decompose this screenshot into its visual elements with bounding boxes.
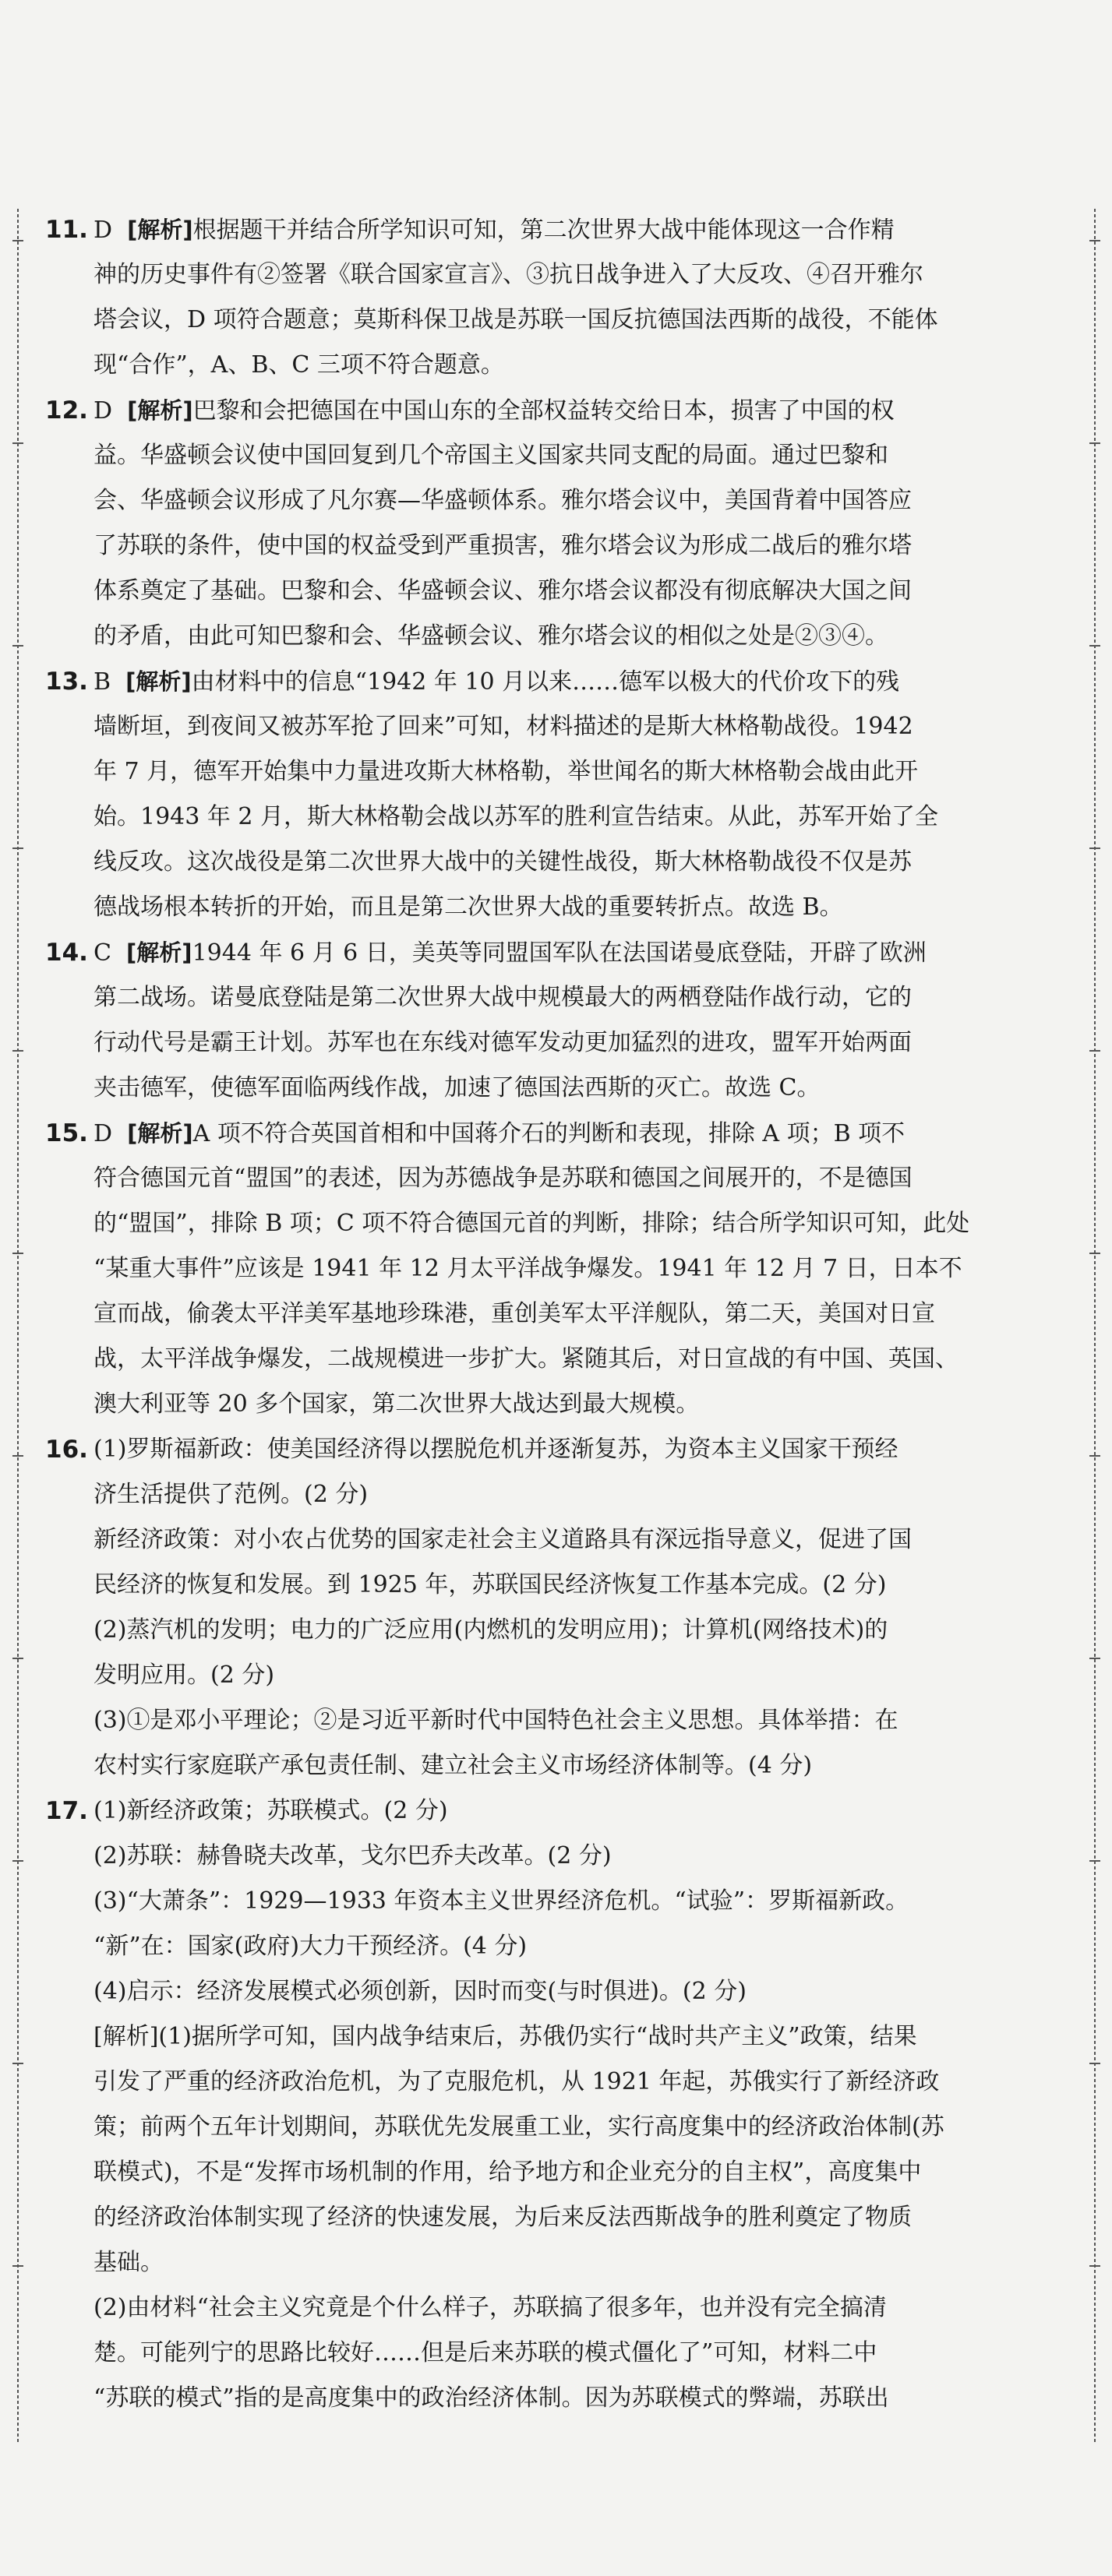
text-line: 联模式)，不是“发挥市场机制的作用，给予地方和企业充分的自主权”，高度集中 bbox=[94, 2158, 922, 2186]
text-line: (2)由材料“社会主义究竟是个什么样子，苏联搞了很多年，也并没有完全搞清 bbox=[94, 2294, 887, 2321]
text-line: 基础。 bbox=[94, 2249, 164, 2276]
text-line: 第二战场。诺曼底登陆是第二次世界大战中规模最大的两栖登陆作战行动，它的 bbox=[94, 984, 912, 1011]
text-line: (2)蒸汽机的发明；电力的广泛应用(内燃机的发明应用)；计算机(网络技术)的 bbox=[94, 1616, 888, 1644]
text-line: “某重大事件”应该是 1941 年 12 月太平洋战争爆发。1941 年 12 月 7 日，日本不 bbox=[94, 1255, 962, 1282]
text-line: 巴黎和会把德国在中国山东的全部权益转交给日本，损害了中国的权 bbox=[192, 397, 895, 425]
answer-line bbox=[94, 659, 1075, 704]
answer-item-13 bbox=[45, 659, 1075, 930]
text-line: 益。华盛顿会议使中国回复到几个帝国主义国家共同支配的局面。通过巴黎和 bbox=[94, 442, 888, 469]
text-line: 策；前两个五年计划期间，苏联优先发展重工业，实行高度集中的经济政治体制(苏 bbox=[94, 2113, 944, 2141]
question-number: 12. bbox=[45, 396, 88, 425]
answer-line bbox=[94, 930, 1075, 975]
text-line: 塔会议，D 项符合题意；莫斯科保卫战是苏联一国反抗德国法西斯的战役，不能体 bbox=[94, 306, 938, 333]
answer-list bbox=[45, 207, 1075, 2421]
text-line: (4)启示：经济发展模式必须创新，因时而变(与时俱进)。(2 分) bbox=[94, 1978, 747, 2005]
answer-item-15 bbox=[45, 1111, 1075, 1427]
answer-line bbox=[94, 207, 1075, 252]
text-line: (2)苏联：赫鲁晓夫改革，戈尔巴乔夫改革。(2 分) bbox=[94, 1842, 612, 1869]
text-line: 楚。可能列宁的思路比较好……但是后来苏联的模式僵化了”可知，材料二中 bbox=[94, 2339, 877, 2366]
text-line: (1)新经济政策；苏联模式。(2 分) bbox=[94, 1797, 448, 1824]
text-line: 符合德国元首“盟国”的表述，因为苏德战争是苏联和德国之间展开的，不是德国 bbox=[94, 1165, 913, 1192]
answer-choice: B bbox=[94, 668, 111, 696]
text-line: 的经济政治体制实现了经济的快速发展，为后来反法西斯战争的胜利奠定了物质 bbox=[94, 2204, 912, 2231]
text-line: (1)罗斯福新政：使美国经济得以摆脱危机并逐渐复苏，为资本主义国家干预经 bbox=[94, 1436, 898, 1463]
answer-line bbox=[94, 388, 1075, 433]
question-number: 15. bbox=[45, 1119, 88, 1147]
analysis-tag: [解析] bbox=[126, 939, 192, 966]
text-line: (3)“大萧条”：1929—1933 年资本主义世界经济危机。“试验”：罗斯福新政。 bbox=[94, 1887, 909, 1915]
text-line: 根据题干并结合所学知识可知，第二次世界大战中能体现这一合作精 bbox=[192, 217, 895, 244]
text-line: 农村实行家庭联产承包责任制、建立社会主义市场经济体制等。(4 分) bbox=[94, 1752, 813, 1779]
question-number: 16. bbox=[45, 1436, 88, 1464]
answer-item-12 bbox=[45, 388, 1075, 659]
text-line: 行动代号是霸王计划。苏军也在东线对德军发动更加猛烈的进攻，盟军开始两面 bbox=[94, 1029, 912, 1056]
text-line: A 项不符合英国首相和中国蒋介石的判断和表现，排除 A 项；B 项不 bbox=[192, 1120, 905, 1147]
question-number: 17. bbox=[45, 1797, 88, 1825]
text-line: 新经济政策：对小农占优势的国家走社会主义道路具有深远指导意义，促进了国 bbox=[94, 1526, 912, 1553]
text-line: “苏联的模式”指的是高度集中的政治经济体制。因为苏联模式的弊端，苏联出 bbox=[94, 2384, 889, 2412]
question-number: 11. bbox=[45, 216, 88, 244]
text-line: 始。1943 年 2 月，斯大林格勒会战以苏军的胜利宣告结束。从此，苏军开始了全 bbox=[94, 803, 939, 830]
analysis-tag: [解析] bbox=[127, 397, 193, 424]
text-line: 济生活提供了范例。(2 分) bbox=[94, 1481, 369, 1508]
answer-item-17 bbox=[45, 1788, 1075, 2421]
question-number: 13. bbox=[45, 668, 88, 696]
text-line: 年 7 月，德军开始集中力量进攻斯大林格勒，举世闻名的斯大林格勒会战由此开 bbox=[94, 758, 919, 785]
text-line: 发明应用。(2 分) bbox=[94, 1662, 275, 1689]
text-line: 民经济的恢复和发展。到 1925 年，苏联国民经济恢复工作基本完成。(2 分) bbox=[94, 1571, 887, 1598]
text-line: 引发了严重的经济政治危机，为了克服危机，从 1921 年起，苏俄实行了新经济政 bbox=[94, 2068, 940, 2095]
text-line: 线反攻。这次战役是第二次世界大战中的关键性战役，斯大林格勒战役不仅是苏 bbox=[94, 848, 912, 876]
text-line: 的矛盾，由此可知巴黎和会、华盛顿会议、雅尔塔会议的相似之处是②③④。 bbox=[94, 622, 888, 650]
answer-line bbox=[94, 1111, 1075, 1156]
text-line: (3)①是邓小平理论；②是习近平新时代中国特色社会主义思想。具体举措：在 bbox=[94, 1707, 898, 1734]
text-line: 德战场根本转折的开始，而且是第二次世界大战的重要转折点。故选 B。 bbox=[94, 893, 843, 921]
text-line: 战，太平洋战争爆发，二战规模进一步扩大。紧随其后，对日宣战的有中国、英国、 bbox=[94, 1345, 958, 1373]
text-line: 会、华盛顿会议形成了凡尔赛—华盛顿体系。雅尔塔会议中，美国背着中国答应 bbox=[94, 487, 912, 514]
text-line: 现“合作”，A、B、C 三项不符合题意。 bbox=[94, 351, 504, 379]
analysis-tag: [解析] bbox=[127, 1120, 193, 1147]
text-line: 宣而战，偷袭太平洋美军基地珍珠港，重创美军太平洋舰队，第二天，美国对日宣 bbox=[94, 1300, 935, 1327]
answer-item-11 bbox=[45, 207, 1075, 388]
analysis-tag: [解析] bbox=[125, 668, 192, 695]
analysis-tag: [解析] bbox=[127, 217, 193, 243]
text-line: 了苏联的条件，使中国的权益受到严重损害，雅尔塔会议为形成二战后的雅尔塔 bbox=[94, 532, 912, 559]
answer-choice: D bbox=[94, 217, 113, 244]
answer-choice: D bbox=[94, 1120, 113, 1147]
text-line: “新”在：国家(政府)大力干预经济。(4 分) bbox=[94, 1933, 528, 1960]
answer-item-14 bbox=[45, 930, 1075, 1111]
bottom-margin bbox=[0, 2446, 1112, 2576]
answer-choice: D bbox=[94, 397, 113, 425]
text-line: 澳大利亚等 20 多个国家，第二次世界大战达到最大规模。 bbox=[94, 1390, 700, 1418]
text-line: [解析](1)据所学可知，国内战争结束后，苏俄仍实行“战时共产主义”政策，结果 bbox=[94, 2023, 917, 2050]
text-line: 1944 年 6 月 6 日，美英等同盟国军队在法国诺曼底登陆，开辟了欧洲 bbox=[192, 939, 927, 967]
text-line: 墙断垣，到夜间又被苏军抢了回来”可知，材料描述的是斯大林格勒战役。1942 bbox=[94, 713, 913, 740]
answer-item-16 bbox=[45, 1427, 1075, 1788]
left-binding-rule bbox=[17, 209, 19, 2444]
top-margin bbox=[0, 0, 1112, 195]
text-line: 体系奠定了基础。巴黎和会、华盛顿会议、雅尔塔会议都没有彻底解决大国之间 bbox=[94, 577, 912, 604]
text-line: 由材料中的信息“1942 年 10 月以来……德军以极大的代价攻下的残 bbox=[191, 668, 900, 696]
text-line: 神的历史事件有②签署《联合国家宣言》、③抗日战争进入了大反攻、④召开雅尔 bbox=[94, 261, 923, 288]
question-number: 14. bbox=[45, 939, 88, 967]
text-line: 夹击德军，使德军面临两线作战，加速了德国法西斯的灭亡。故选 C。 bbox=[94, 1074, 821, 1101]
answer-choice: C bbox=[94, 939, 111, 967]
text-line: 的“盟国”，排除 B 项；C 项不符合德国元首的判断，排除；结合所学知识可知，此处 bbox=[94, 1210, 970, 1237]
right-binding-rule bbox=[1094, 209, 1096, 2444]
